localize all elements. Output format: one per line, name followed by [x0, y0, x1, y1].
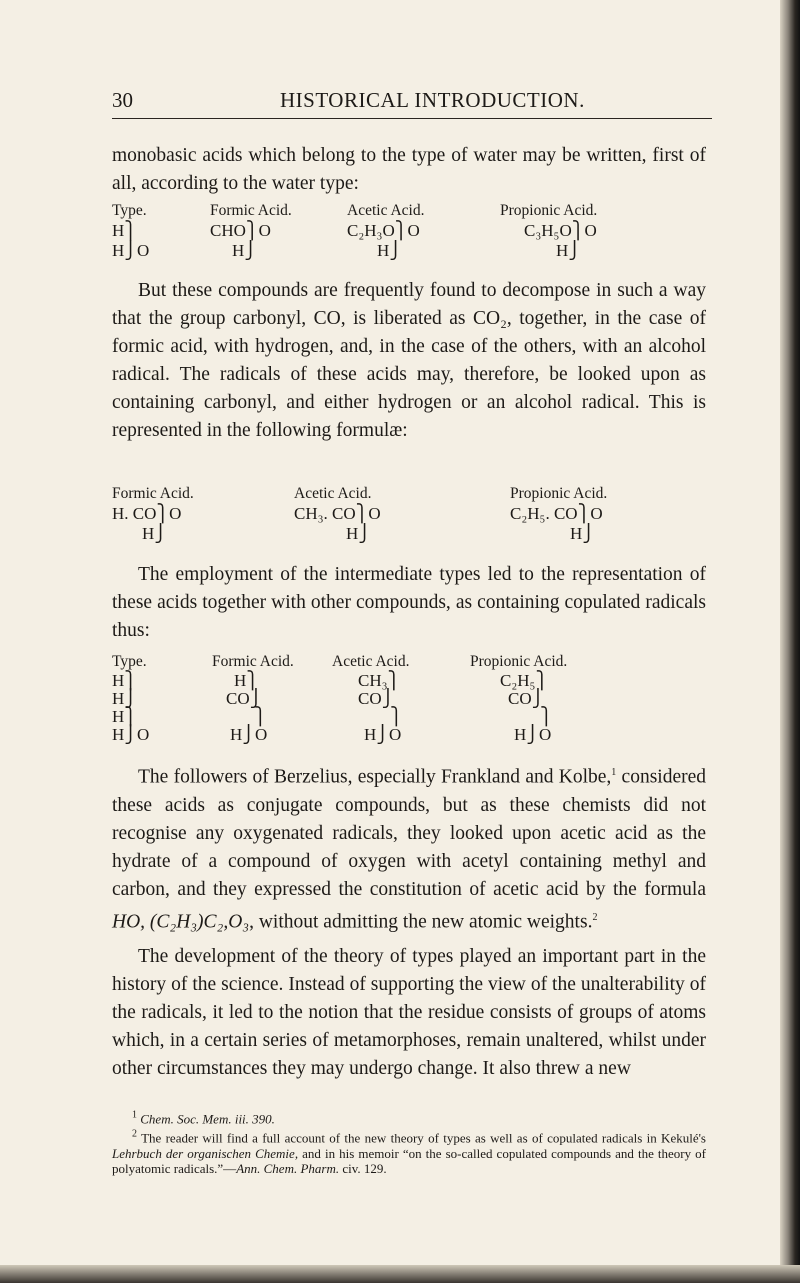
footnote-ref-1: 1	[611, 767, 617, 778]
formula-top: C₂H₅. CO⎫O	[510, 504, 603, 523]
column-header: Type.	[112, 653, 147, 670]
column-header: Propionic Acid.	[500, 202, 598, 219]
paragraph-carbonyl: But these compounds are frequently found to decompose in such a way that the group carbonyl, CO, is liberated as CO₂, together, in the case of formic acid, with hydrogen, and, in the case of the others, with an alcohol radical. The radicals of these acids may, therefore, be looked upon as containing carbonyl, and either hydrogen or an alcohol radical. This is represented in the following formulæ:	[112, 280, 706, 441]
column-header: Formic Acid.	[212, 653, 294, 670]
formula-bottom: H⎭	[556, 241, 582, 260]
formula-line: H⎭O	[364, 725, 402, 744]
formula-line: H⎫	[112, 707, 138, 726]
formula-line: H⎭O	[230, 725, 268, 744]
formula-line: ⎫	[254, 707, 267, 726]
formula-top: CHO⎫O	[210, 221, 271, 240]
formula-bottom: H⎭O	[112, 241, 150, 260]
column-acetic	[347, 201, 424, 261]
formula-line: CO⎭	[226, 689, 263, 708]
formula-top: H. CO⎫O	[112, 504, 182, 523]
column-propionic	[510, 484, 607, 544]
formula-top: C₃H₅O⎫O	[524, 221, 597, 240]
formula-line: CO⎭	[508, 689, 545, 708]
formula-line: H⎫	[234, 671, 260, 690]
formula-line: H⎭O	[112, 725, 150, 744]
column-header: Type.	[112, 202, 147, 219]
column-acetic	[332, 652, 409, 744]
binding-edge	[780, 0, 800, 1283]
formula-line: CO⎭	[358, 689, 395, 708]
footnotes	[112, 1108, 706, 1177]
running-head: HISTORICAL INTRODUCTION.	[280, 88, 585, 112]
formula-top: CH₃. CO⎫O	[294, 504, 381, 523]
column-header: Formic Acid.	[112, 485, 194, 502]
page-number: 30	[112, 88, 133, 112]
formula-line: ⎫	[540, 707, 553, 726]
column-header: Propionic Acid.	[510, 485, 608, 502]
column-acetic	[294, 484, 381, 544]
formula-line: C₂H₅⎫	[500, 671, 549, 690]
column-type	[112, 652, 149, 744]
paragraph-berzelius: The followers of Berzelius, especially Frankland and Kolbe,$^1$ considered these acids as conjugate compounds, but as these chemists did not recognise any oxygenated radicals, they looked upon acetic acid as the hydrate of a compound of oxygen with acetyl containing methyl and carbon, and they expressed the constitution of acetic acid by the formula HO, (C₂H₃)C₂,O₃, without admitting the new atomic weights.$^2$	[112, 766, 707, 932]
footnote-2: $^2$ The reader will find a full account of the new theory of types as well as of copulated radicals in Kekulé's Lehrbuch der organischen Chemie, and in his memoir “on the so-called copulated compounds and the theory of polyatomic radicals.”—Ann. Chem. Pharm. civ. 129.	[112, 1128, 706, 1177]
formula-line: H⎫	[112, 671, 138, 690]
column-header: Formic Acid.	[210, 202, 292, 219]
paragraph-copulated: The employment of the intermediate types led to the representation of these acids together with other compounds, as containing copulated radicals thus:	[112, 564, 706, 641]
column-propionic	[500, 201, 597, 261]
column-header: Acetic Acid.	[347, 202, 425, 219]
formula-bottom: H⎭	[232, 241, 258, 260]
page-bottom-edge	[0, 1265, 800, 1283]
column-formic	[112, 484, 194, 544]
footnote-ref-2: 2	[592, 911, 598, 923]
paragraph-water-type: monobasic acids which belong to the type of water may be written, first of all, according to the water type:	[112, 145, 706, 194]
column-type	[112, 201, 149, 261]
formula-line: CH₃⎫	[358, 671, 401, 690]
formula-bottom: H⎭	[142, 524, 168, 543]
formula-top: H⎫	[112, 221, 138, 240]
formula-line: H⎭O	[514, 725, 552, 744]
column-header: Acetic Acid.	[332, 653, 410, 670]
formula-line: H⎭	[112, 689, 138, 708]
formula-line: ⎫	[390, 707, 403, 726]
formula-bottom: H⎭	[377, 241, 403, 260]
column-header: Propionic Acid.	[470, 653, 568, 670]
formula-top: C₂H₃O⎫O	[347, 221, 420, 240]
paragraph-types: The development of the theory of types played an important part in the history of the science. Instead of supporting the view of the unalterability of the radicals, it led to the notion that the residue consists of groups of atoms which, in a certain series of metamorphoses, remain unaltered, whilst under other circumstances they may undergo change. It also threw a new	[112, 946, 706, 1079]
column-formic	[212, 652, 294, 744]
formula-bottom: H⎭	[346, 524, 372, 543]
page-header	[112, 86, 712, 119]
column-propionic	[470, 652, 567, 744]
formula-acetic-acid: HO, (C₂H₃)C₂,O₃	[112, 911, 250, 932]
footnote-1: $^1$ Chem. Soc. Mem. iii. 390.	[132, 1110, 275, 1127]
column-formic	[210, 201, 292, 261]
column-header: Acetic Acid.	[294, 485, 372, 502]
formula-bottom: H⎭	[570, 524, 596, 543]
